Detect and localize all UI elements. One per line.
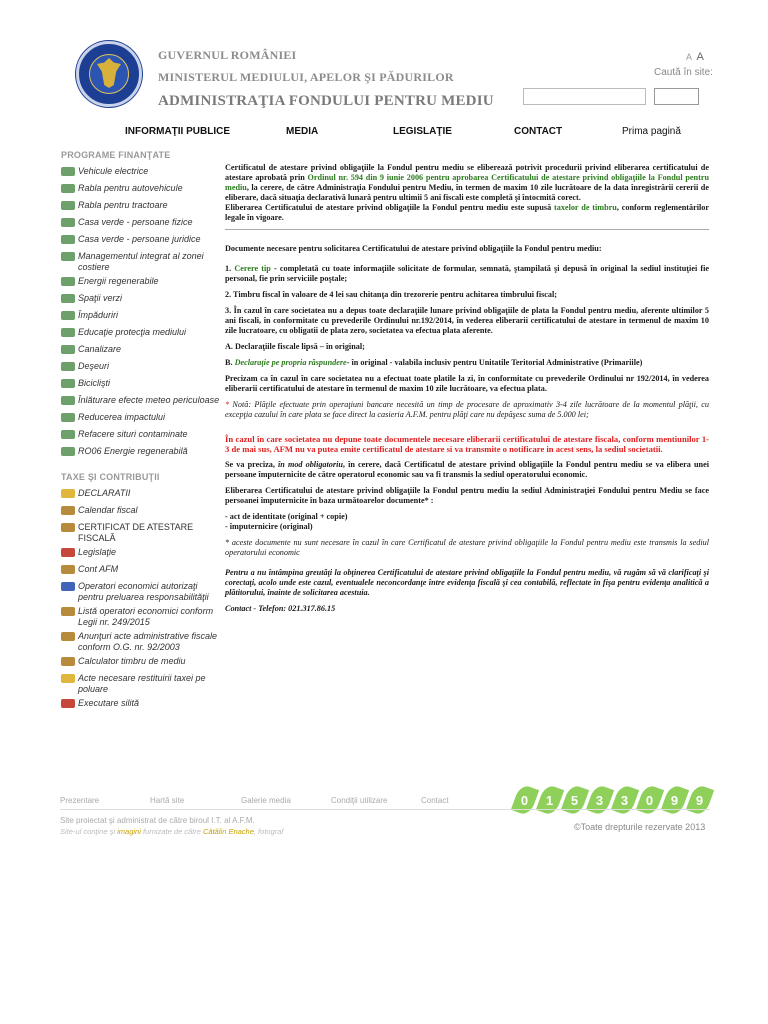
search-label: Caută în site: (654, 67, 713, 78)
difficulty-paragraph: Pentru a nu întâmpina greutăţi la obţinerea Certificatului de atestare privind obligaţiile la Fondul pentru mediu, vă rugăm să vă clarificaţi şi corectaţi, acolo unde este cazul, eventualele neconcordanţe între evidenţa fiscală şi cea contabilă, reflectate în fişa pentru evidenţa analitică a plătitorului, înainte de solicitarea acestuia. (225, 568, 709, 597)
tractor-icon (61, 201, 75, 210)
footer-credit: Site proiectat şi administrat de către biroul I.T. al A.F.M. (60, 816, 255, 825)
sidebar-item-cyclists[interactable]: Biciclişti (61, 378, 221, 392)
sidebar-item-rabla-auto[interactable]: Rabla pentru autovehicule (61, 183, 221, 197)
recycle-icon (61, 362, 75, 371)
copyright: ©Toate drepturile rezervate 2013 (574, 822, 706, 832)
sidebar-item-green-spaces[interactable]: Spaţii verzi (61, 293, 221, 307)
sidebar-taxes-title: TAXE ŞI CONTRIBUŢII (61, 472, 160, 482)
gavel-icon (61, 548, 75, 557)
search-button[interactable] (654, 88, 699, 105)
sidebar-item-waste[interactable]: Deşeuri (61, 361, 221, 375)
footnote: * aceste documente nu sunt necesare în cazul în care Certificatul de atestare privind obligaţiile la Fondul pentru mediu este transmis la sediul operatorului economic (225, 538, 709, 557)
coast-icon (61, 252, 75, 261)
sidebar-item-fiscal-certificate[interactable]: CERTIFICAT DE ATESTARE FISCALĂ (61, 522, 221, 544)
gavel-icon (61, 699, 75, 708)
bicycle-icon (61, 379, 75, 388)
sidebar-item-rabla-tractors[interactable]: Rabla pentru tractoare (61, 200, 221, 214)
item-2: 2. Timbru fiscal în valoare de 4 lei sau chitanţa din trezorerie pentru achitarea timbrului fiscal; (225, 290, 558, 299)
sidebar-item-authorized-operators[interactable]: Operatori economici autorizaţi pentru preluarea responsabilităţii (61, 581, 221, 603)
sidebar-item-legislation[interactable]: Legislaţie (61, 547, 221, 561)
counter-leaf-icon: 0 (511, 783, 539, 816)
folder-icon (61, 489, 75, 498)
sidebar-item-afm-account[interactable]: Cont AFM (61, 564, 221, 578)
main-content (225, 163, 709, 620)
sidebar-item-coastal-management[interactable]: Managementul integrat al zonei costiere (61, 251, 221, 273)
sidebar-item-enforcement[interactable]: Executare silită (61, 698, 221, 712)
turbine-icon (61, 277, 75, 286)
sidebar-programs-title: PROGRAME FINANŢATE (61, 150, 171, 160)
tree-icon (61, 294, 75, 303)
item-b: B. Declaraţie pe propria răspundere- în original - valabila inclusiv pentru Unitatile Teritorial Administrative (Primariile) (225, 358, 643, 367)
sidebar-item-contaminated-sites[interactable]: Refacere situri contaminate (61, 429, 221, 443)
sidebar-item-weather-effects[interactable]: Înlăturare efecte meteo periculoase (61, 395, 221, 409)
site-icon (61, 430, 75, 439)
contact-phone: Contact - Telefon: 021.317.86.15 (225, 604, 336, 613)
sidebar-item-ro06-energy[interactable]: RO06 Energie regenerabilă (61, 446, 221, 460)
storm-icon (61, 396, 75, 405)
footer-gallery-link[interactable]: Galerie media (241, 796, 291, 805)
font-big-button[interactable]: A (696, 51, 704, 63)
payment-note: * Notă: Plăţile efectuate prin operaţiuni bancare necesită un timp de procesare de aproximativ 3-4 zile lucrătoare de la momentul plăţii, cu excepţia cazului în care plata se face direct la casieria A.F.M. pentru plăţi care nu depăşesc suma de 5.000 lei; (225, 400, 709, 419)
documents-icon (61, 674, 75, 683)
factory-icon (61, 413, 75, 422)
sidebar-item-environment-education[interactable]: Educaţie protecţia mediului (61, 327, 221, 341)
nav-public-info[interactable]: INFORMAŢII PUBLICE (125, 126, 230, 137)
house-icon (61, 235, 75, 244)
item-a: A. Declaraţiile fiscale lipsă – în original; (225, 342, 365, 351)
calendar-icon (61, 506, 75, 515)
counter-leaf-icon: 3 (611, 783, 639, 816)
footer-terms-link[interactable]: Condiţii utilizare (331, 796, 388, 805)
search-input[interactable] (523, 88, 646, 105)
footer-divider (60, 809, 710, 810)
pipe-icon (61, 345, 75, 354)
sidebar-item-fiscal-calendar[interactable]: Calendar fiscal (61, 505, 221, 519)
release-paragraph: Eliberarea Certificatului de atestare privind obligaţiile la Fondul pentru mediu la sediul Administraţiei Fondului pentru Mediu se face persoanei împuternicite în baza următoarelor documente* : (225, 486, 709, 505)
account-icon (61, 565, 75, 574)
counter-leaf-icon: 5 (561, 783, 589, 816)
list-icon (61, 607, 75, 616)
clarification: Precizam ca în cazul în care societatea nu a efectuat toate platile la zi, în conformitate cu prevederile Ordinului nr 192/2014, în vederea eliberarii certificatului de atestare în termenul de maxim 10 zile lucrătoare, va efectua plata. (225, 374, 709, 393)
sidebar-item-renewable-energy[interactable]: Energii regenerabile (61, 276, 221, 290)
org-ministry: MINISTERUL MEDIULUI, APELOR ŞI PĂDURILOR (158, 70, 454, 84)
sidebar-item-fiscal-announcements[interactable]: Anunţuri acte administrative fiscale conform O.G. nr. 92/2003 (61, 631, 221, 653)
site-header (0, 0, 768, 125)
font-small-button[interactable]: A (686, 52, 693, 62)
car-icon (61, 167, 75, 176)
forest-icon (61, 311, 75, 320)
request-form-link[interactable]: Cerere tip (234, 264, 271, 273)
declaration-link[interactable]: Declaraţie pe propria răspundere (234, 358, 347, 367)
sidebar-item-pollution-refund[interactable]: Acte necesare restituirii taxei pe poluare (61, 673, 221, 695)
sidebar-item-afforestation[interactable]: Împăduriri (61, 310, 221, 324)
stamp-tax-link[interactable]: taxelor de timbru (554, 203, 617, 212)
org-government: GUVERNUL ROMÂNIEI (158, 48, 297, 62)
sidebar-item-impact-reduction[interactable]: Reducerea impactului (61, 412, 221, 426)
sidebar-item-casa-verde-pj[interactable]: Casa verde - persoane juridice (61, 234, 221, 248)
certificate-icon (61, 523, 75, 532)
house-icon (61, 218, 75, 227)
nav-media[interactable]: MEDIA (286, 126, 319, 137)
divider (225, 229, 709, 230)
documents-title: Documente necesare pentru solicitarea Certificatului de atestare privind obligaţiile la Fondul pentru mediu: (225, 244, 602, 253)
sidebar-item-sewage[interactable]: Canalizare (61, 344, 221, 358)
sidebar-item-declarations[interactable]: DECLARATII (61, 488, 221, 502)
announcement-icon (61, 632, 75, 641)
counter-leaf-icon: 9 (686, 783, 714, 816)
book-icon (61, 328, 75, 337)
footer-presentation-link[interactable]: Prezentare (60, 796, 100, 805)
nav-contact[interactable]: CONTACT (514, 126, 563, 137)
sidebar (61, 150, 221, 715)
operators-icon (61, 582, 75, 591)
mandatory-paragraph: Se va preciza, în mod obligatoriu, în cerere, dacă Certificatul de atestare privind obligaţiile la Fondul pentru mediu se va elibera unei persoane împuternicite de către operatorul economic sau va fi transmis la sediul operatorului economic. (225, 460, 710, 479)
footer-contact-link[interactable]: Contact (421, 796, 449, 805)
org-administration: ADMINISTRAŢIA FONDULUI PENTRU MEDIU (158, 93, 494, 109)
warning-paragraph: În cazul în care societatea nu depune toate documentele necesare eliberarii certificatului de atestare fiscala, conform mentiunilor 1-3 de mai sus, AFM nu va putea emite certificatul de atestare si va transmite o notificare in acest sens, la sediul societatii. (225, 434, 709, 454)
government-logo[interactable] (76, 41, 142, 107)
energy-icon (61, 447, 75, 456)
car-icon (61, 184, 75, 193)
visitor-counter (513, 786, 713, 816)
counter-leaf-icon: 0 (636, 783, 664, 816)
nav-legislation[interactable]: LEGISLAŢIE (393, 126, 452, 137)
item-1: 1. Cerere tip - completată cu toate informaţiile solicitate de formular, semnată, ştampilată şi depusă în original la sediul instituţiei fie personal, fie prin serviciile poştale; (225, 264, 710, 283)
sidebar-item-stamp-calculator[interactable]: Calculator timbru de mediu (61, 656, 221, 670)
required-docs: - act de identitate (original + copie) - împuternicire (original) (225, 512, 348, 531)
main-navigation (0, 124, 768, 140)
nav-home[interactable]: Prima pagină (622, 126, 681, 137)
images-link[interactable]: imagini (117, 827, 141, 836)
calculator-icon (61, 657, 75, 666)
font-size-switcher (686, 47, 704, 65)
sidebar-item-operators-list[interactable]: Listă operatori economici conform Legii nr. 249/2015 (61, 606, 221, 628)
counter-leaf-icon: 3 (586, 783, 614, 816)
intro-paragraph: Certificatul de atestare privind obligaţiile la Fondul pentru mediu se eliberează potrivit procedurii privind eliberarea certificatului de atestare aprobată prin Ordinul nr. 594 din 9 iunie 2006 pentru aprobarea Certificatului de atestare privind obligaţiile la Fondul pentru mediu, la cerere, de către Administraţia Fondului pentru Mediu, în termen de maxim 10 zile lucrătoare de la data înregistrării cererii de eliberare, dacă situaţia declarativă lunară pentru ultimii 5 ani fiscali este completă şi întocmită corect. Eliberarea Certificatului de atestare privind obligaţiile la Fondul pentru mediu este supusă taxelor de timbru, conform reglementărilor legale în vigoare. (225, 163, 710, 222)
footer-sitemap-link[interactable]: Hartă site (150, 796, 185, 805)
order-594-link[interactable]: Ordinul nr. 594 din 9 iunie 2006 pentru aprobarea Certificatului de atestare privind obligaţiile la Fondul pentru mediu (225, 173, 710, 192)
item-3: 3. În cazul în care societatea nu a depus toate declaraţiile lunare privind obligaţiile de plata la Fondul pentru mediu, aferente ultimilor 5 ani fiscali, în conformitate cu prevederile Ordinului nr.192/2014, în vederea eliberarii certificatului de atestare in termenul de maxim 10 zile lucratoare, cu obligatii de plata zero, societatea va efectua plata aferente. (225, 306, 709, 335)
sidebar-item-electric-vehicles[interactable]: Vehicule electrice (61, 166, 221, 180)
footer-image-credit: Site-ul conţine şi imagini furnizate de către Cătălin Enache, fotograf (60, 827, 284, 836)
sidebar-item-casa-verde-pf[interactable]: Casa verde - persoane fizice (61, 217, 221, 231)
counter-leaf-icon: 1 (536, 783, 564, 816)
counter-leaf-icon: 9 (661, 783, 689, 816)
photographer-link[interactable]: Cătălin Enache (203, 827, 254, 836)
